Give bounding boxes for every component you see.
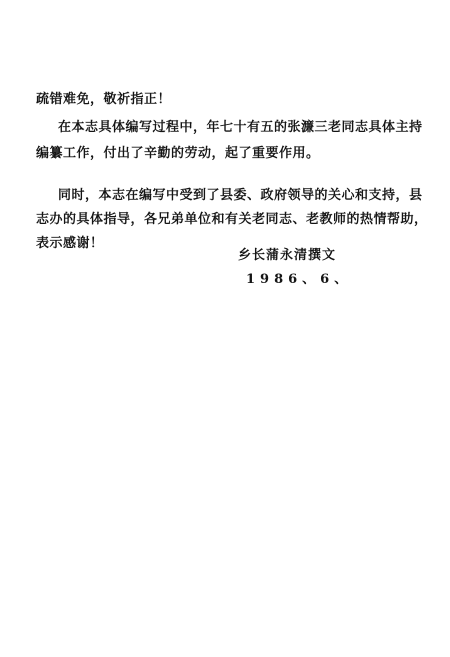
text-line-6: 表示感谢！ [36,236,104,251]
text-line-3: 编纂工作，付出了辛勤的劳动，起了重要作用。 [36,146,320,161]
text-line-2: 在本志具体编写过程中，年七十有五的张濂三老同志具体主持 [58,120,423,135]
text-line-4: 同时，本志在编写中受到了县委、政府领导的关心和支持，县 [58,188,423,203]
text-line-1: 疏错难免，敬祈指正！ [36,92,172,107]
document-date: 1986、6、 [246,272,353,287]
text-line-5: 志办的具体指导，各兄弟单位和有关老同志、老教师的热情帮助， [36,212,428,227]
author-signature: 乡长蒲永清撰文 [238,248,337,263]
